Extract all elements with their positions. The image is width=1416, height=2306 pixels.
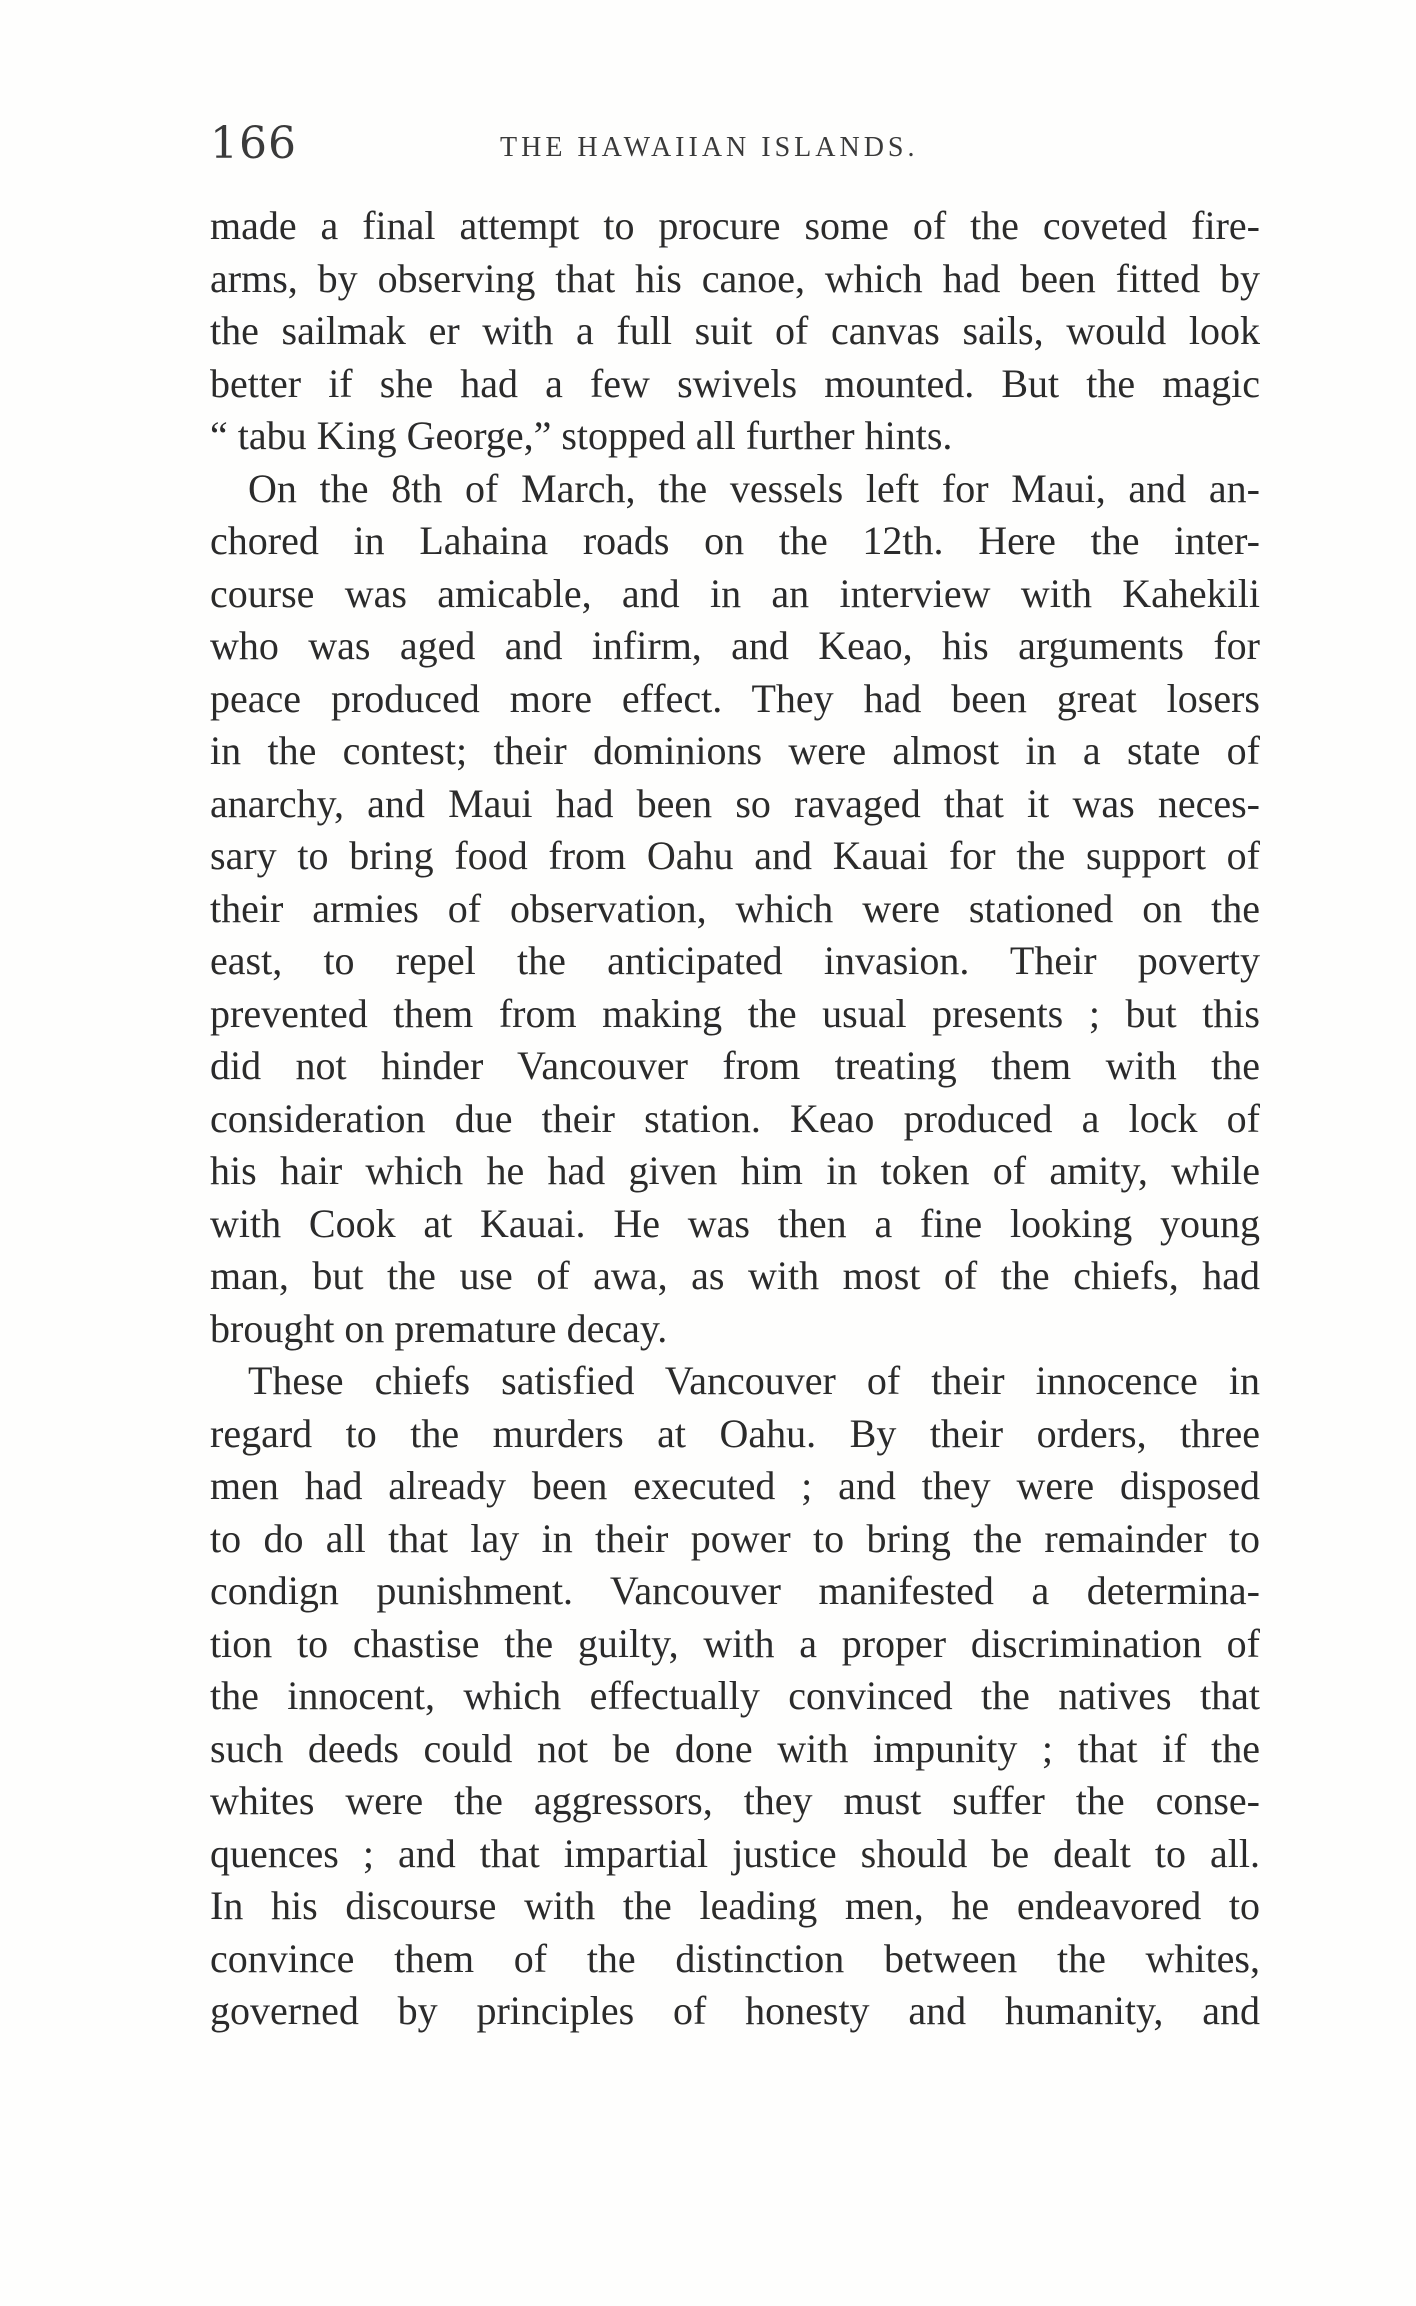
text-line: sary to bring food from Oahu and Kauai for the support of <box>210 833 1260 878</box>
paragraph-3 <box>210 1355 1260 2038</box>
text-line: who was aged and infirm, and Keao, his arguments for <box>210 623 1260 668</box>
text-line: consideration due their station. Keao produced a lock of <box>210 1095 1260 1141</box>
text-line: tion to chastise the guilty, with a proper discrimination of <box>210 1620 1260 1666</box>
text-line: chored in Lahaina roads on the 12th. Here the inter- <box>210 518 1260 563</box>
text-line: On the 8th of March, the vessels left for Maui, and an- <box>248 465 1260 511</box>
text-line: men had already been executed ; and they were disposed <box>210 1463 1260 1508</box>
page-number: 166 <box>210 118 297 169</box>
text-line: the innocent, which effectually convinced the natives that <box>210 1673 1260 1718</box>
paragraph-1 <box>210 200 1260 463</box>
text-line: “ tabu King George,” stopped all further hints. <box>210 413 953 458</box>
text-line: the sailmak er with a full suit of canvas sails, would look <box>210 308 1260 353</box>
paragraph-2 <box>210 463 1260 1356</box>
text-line: These chiefs satisfied Vancouver of their innocence in <box>248 1358 1260 1403</box>
text-line: anarchy, and Maui had been so ravaged that it was neces- <box>210 780 1260 826</box>
text-line: peace produced more effect. They had been great losers <box>210 675 1260 721</box>
text-line: did not hinder Vancouver from treating them with the <box>210 1043 1260 1088</box>
text-line: with Cook at Kauai. He was then a fine looking young <box>210 1200 1260 1246</box>
text-line: condign punishment. Vancouver manifested a determina- <box>210 1568 1260 1613</box>
running-head <box>210 118 1260 178</box>
text-line: their armies of observation, which were stationed on the <box>210 885 1260 931</box>
text-line: prevented them from making the usual presents ; but this <box>210 990 1260 1036</box>
text-line: brought on premature decay. <box>210 1305 668 1351</box>
text-line: such deeds could not be done with impunity ; that if the <box>210 1725 1260 1771</box>
text-line: whites were the aggressors, they must suffer the conse- <box>210 1778 1260 1823</box>
text-line: convince them of the distinction between the whites, <box>210 1935 1260 1981</box>
text-line: governed by principles of honesty and humanity, and <box>210 1988 1260 2033</box>
text-line: to do all that lay in their power to bring the remainder to <box>210 1515 1260 1561</box>
text-line: his hair which he had given him in token of amity, while <box>210 1148 1260 1193</box>
text-line: better if she had a few swivels mounted. But the magic <box>210 360 1260 406</box>
text-line: man, but the use of awa, as with most of the chiefs, had <box>210 1253 1260 1298</box>
text-line: quences ; and that impartial justice should be dealt to all. <box>210 1830 1260 1876</box>
body-text <box>210 200 1260 2038</box>
running-title: THE HAWAIIAN ISLANDS. <box>500 132 919 163</box>
text-line: arms, by observing that his canoe, which had been fitted by <box>210 255 1260 301</box>
text-line: course was amicable, and in an interview with Kahekili <box>210 570 1260 616</box>
text-line: regard to the murders at Oahu. By their orders, three <box>210 1410 1260 1456</box>
text-line: east, to repel the anticipated invasion. Their poverty <box>210 938 1260 983</box>
text-line: made a final attempt to procure some of the coveted fire- <box>210 203 1260 248</box>
text-line: In his discourse with the leading men, he endeavored to <box>210 1883 1260 1928</box>
text-line: in the contest; their dominions were almost in a state of <box>210 728 1260 773</box>
